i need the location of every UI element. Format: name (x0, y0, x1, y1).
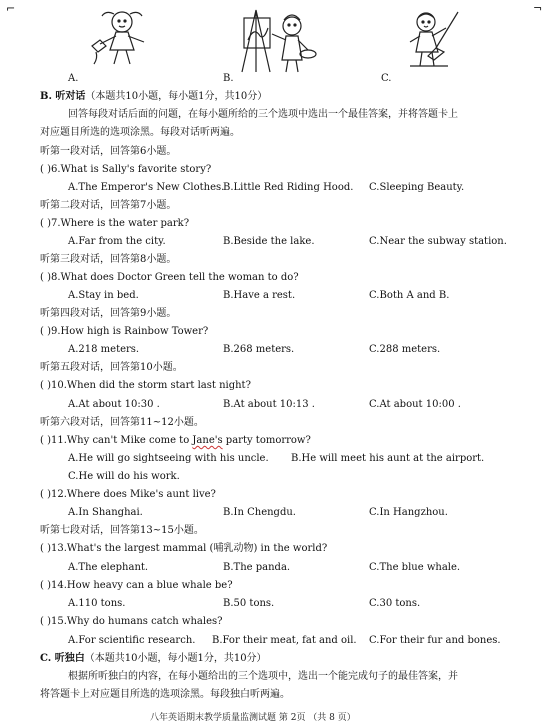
question-text: How heavy can a blue whale be? (66, 580, 233, 591)
page-footer: 八年英语期末教学质量监测试题 第 2页 （共 8 页） (150, 713, 356, 723)
question-12 (40, 489, 216, 501)
q13-option-b: B.The panda. (223, 562, 291, 573)
q12-option-b: B.In Chengdu. (223, 507, 296, 518)
question-14 (40, 580, 233, 592)
girl-with-kite-icon (86, 6, 158, 70)
section-c-heading (40, 653, 267, 665)
question-number: ( )10. (40, 380, 67, 391)
picture-c-label: C. (381, 73, 392, 84)
question-number: ( )6. (40, 164, 61, 175)
child-with-broom-icon (396, 8, 468, 74)
question-number: ( )12. (40, 489, 67, 500)
q8-option-a: A.Stay in bed. (68, 290, 139, 301)
q10-option-a: A.At about 10:30 . (68, 399, 160, 410)
section-c-note: （本题共10小题，每小题1分，共10分） (84, 653, 267, 664)
q14-option-b: B.50 tons. (223, 598, 275, 609)
q15-option-a: A.For scientific research. (68, 635, 196, 646)
section-b-title: B. 听对话 (40, 91, 86, 102)
q8-option-b: B.Have a rest. (223, 290, 296, 301)
q10-option-c: C.At about 10:00 . (369, 399, 461, 410)
q7-option-c: C.Near the subway station. (369, 236, 507, 247)
question-number: ( )15. (40, 616, 67, 627)
corner-mark-left: ⌐ (6, 2, 16, 15)
question-text: What is Sally's favorite story? (60, 164, 212, 175)
section-c-title: C. 听独白 (40, 653, 85, 664)
question-7 (40, 218, 189, 230)
question-13 (40, 543, 327, 555)
question-9 (40, 326, 208, 338)
section-b-instruction-2: 对应题目所选的选项涂黑。每段对话听两遍。 (40, 127, 240, 138)
question-text: What does Doctor Green tell the woman to do? (60, 272, 299, 283)
q11-option-b: B.He will meet his aunt at the airport. (291, 453, 485, 464)
q6-option-c: C.Sleeping Beauty. (369, 182, 465, 193)
q10-option-b: B.At about 10:13 . (223, 399, 315, 410)
dialogue-2-heading: 听第二段对话，回答第7小题。 (40, 200, 177, 211)
dialogue-5-heading: 听第五段对话，回答第10小题。 (40, 362, 183, 373)
q12-option-a: A.In Shanghai. (68, 507, 143, 518)
q7-option-b: B.Beside the lake. (223, 236, 315, 247)
q13-option-c: C.The blue whale. (369, 562, 461, 573)
corner-mark-right: ¬ (533, 2, 543, 15)
name-underlined: Jane's (192, 435, 223, 446)
question-number: ( )7. (40, 218, 61, 229)
q9-option-c: C.288 meters. (369, 344, 441, 355)
question-15 (40, 616, 223, 628)
question-10 (40, 380, 251, 392)
question-number: ( )14. (40, 580, 67, 591)
boy-painting-easel-icon (236, 4, 320, 76)
question-11 (40, 435, 311, 447)
question-text: Why can't Mike come to (66, 435, 193, 446)
question-text-end: party tomorrow? (222, 435, 311, 446)
q11-option-a: A.He will go sightseeing with his uncle. (68, 453, 269, 464)
dialogue-6-heading: 听第六段对话，回答第11~12小题。 (40, 417, 204, 428)
question-number: ( )9. (40, 326, 61, 337)
question-6 (40, 164, 211, 176)
question-text: Where is the water park? (60, 218, 190, 229)
dialogue-1-heading: 听第一段对话，回答第6小题。 (40, 146, 177, 157)
question-text: What's the largest mammal (哺乳动物) in the world? (66, 543, 328, 554)
question-number: ( )8. (40, 272, 61, 283)
q15-option-b: B.For their meat, fat and oil. (212, 635, 357, 646)
q13-option-a: A.The elephant. (68, 562, 149, 573)
question-text: Where does Mike's aunt live? (66, 489, 216, 500)
section-c-instruction-1: 根据所听独白的内容，在每小题给出的三个选项中，选出一个能完成句子的最佳答案，并 (68, 671, 458, 682)
q9-option-a: A.218 meters. (68, 344, 140, 355)
q6-option-b: B.Little Red Riding Hood. (223, 182, 354, 193)
question-text: How high is Rainbow Tower? (60, 326, 209, 337)
question-text: Why do humans catch whales? (66, 616, 223, 627)
picture-b-label: B. (223, 73, 234, 84)
q15-option-c: C.For their fur and bones. (369, 635, 501, 646)
dialogue-7-heading: 听第七段对话，回答第13~15小题。 (40, 525, 204, 536)
q14-option-c: C.30 tons. (369, 598, 421, 609)
section-b-instruction-1: 回答每段对话后面的问题，在每小题所给的三个选项中选出一个最佳答案，并将答题卡上 (68, 109, 458, 120)
question-number: ( )11. (40, 435, 67, 446)
question-8 (40, 272, 299, 284)
question-number: ( )13. (40, 543, 67, 554)
q8-option-c: C.Both A and B. (369, 290, 450, 301)
picture-a-label: A. (68, 73, 79, 84)
q6-option-a: A.The Emperor's New Clothes. (68, 182, 225, 193)
section-b-heading (40, 91, 267, 103)
section-c-instruction-2: 将答题卡上对应题目所选的选项涂黑。每段独白听两遍。 (40, 689, 290, 700)
question-text: When did the storm start last night? (66, 380, 251, 391)
q14-option-a: A.110 tons. (68, 598, 126, 609)
q12-option-c: C.In Hangzhou. (369, 507, 448, 518)
q11-option-c: C.He will do his work. (68, 471, 180, 482)
q9-option-b: B.268 meters. (223, 344, 295, 355)
dialogue-4-heading: 听第四段对话，回答第9小题。 (40, 308, 177, 319)
dialogue-3-heading: 听第三段对话，回答第8小题。 (40, 254, 177, 265)
section-b-note: （本题共10小题，每小题1分，共10分） (85, 91, 268, 102)
q7-option-a: A.Far from the city. (68, 236, 166, 247)
